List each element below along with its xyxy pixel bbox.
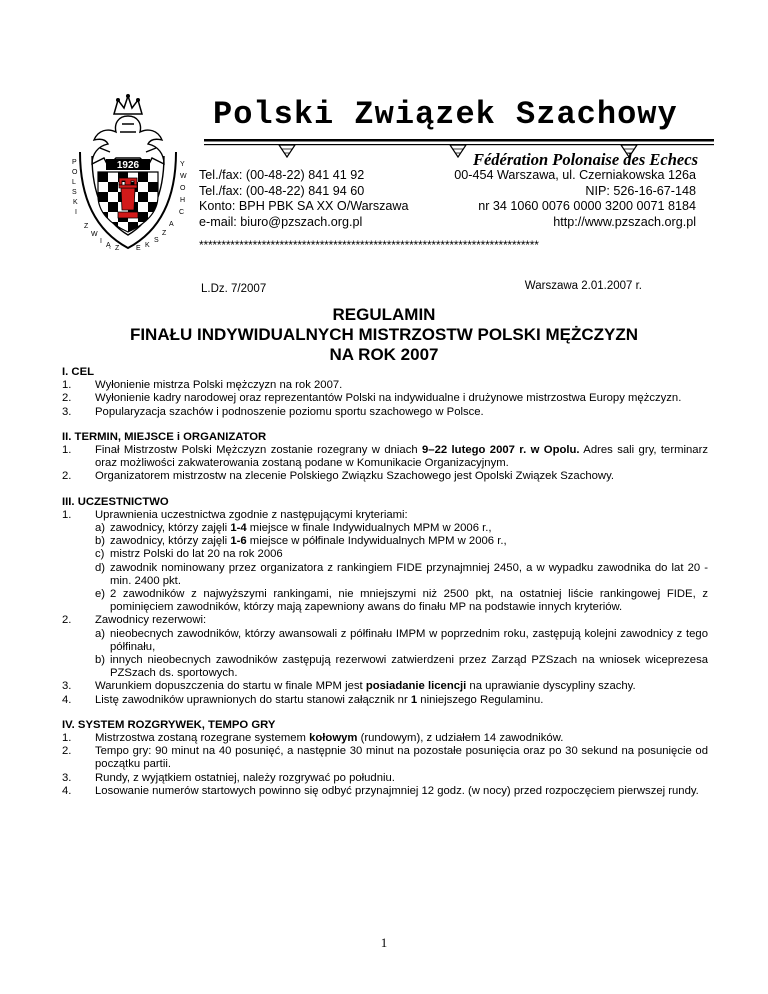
sub-item: d) zawodnik nominowany przez organizatora z rankingiem FIDE przynajmniej 2450, a w wypadku zawodnika do lat 20 - min. 2400 pkt. (95, 561, 708, 587)
nip: NIP: 526-16-67-148 (585, 183, 696, 198)
document-body (62, 366, 708, 810)
svg-text:S: S (154, 237, 159, 244)
svg-text:W: W (180, 173, 187, 180)
contact-right (454, 168, 696, 230)
email: e-mail: biuro@pzszach.org.pl (199, 214, 363, 229)
sub-item: a) zawodnicy, którzy zajęli 1-4 miejsce w finale Indywidualnych MPM w 2006 r., (95, 522, 492, 535)
sub-item: e) 2 zawodników z najwyższymi rankingami, nie mniejszymi niż 2500 pkt, na ostatniej liście rankingowej FIDE, z pominięciem zawodników, którzy mają zapewniony awans do finału MP na podstawie innych kryteriów. (95, 588, 708, 614)
org-name: Polski Związek Szachowy (213, 96, 678, 133)
svg-text:W: W (91, 231, 98, 238)
list-item: 1. Finał Mistrzostw Polski Mężczyzn zostanie rozegrany w dniach 9–22 lutego 2007 r. w Opolu. Adres sali gry, terminarz oraz możliwości zakwaterowania zostaną podane w Komunikacie Organizacyjnym. (62, 444, 708, 470)
svg-text:I: I (100, 238, 102, 245)
list-item: 2. Organizatorem mistrzostw na zlecenie Polskiego Związku Szachowego jest Opolski Związek Szachowy. (62, 470, 615, 483)
section-system (62, 719, 708, 798)
logo-year: 1926 (116, 160, 140, 171)
list-item: 4. Listę zawodników uprawnionych do startu stanowi załącznik nr 1 niniejszego Regulaminu. (62, 693, 544, 706)
list-item: 3. Popularyzacja szachów i podnoszenie poziomu sportu szachowego w Polsce. (62, 405, 484, 418)
list-item: 1. Mistrzostwa zostaną rozegrane systemem kołowym (rundowym), z udziałem 14 zawodników. (62, 732, 564, 745)
svg-text:Ą: Ą (106, 242, 111, 249)
section-heading: II. TERMIN, MIEJSCE i ORGANIZATOR (62, 430, 267, 443)
svg-text:Z: Z (115, 245, 120, 252)
list-item: 2. Zawodnicy rezerwowi: a) nieobecnych zawodników, którzy awansowali z półfinału IMPM w poprzednim roku, zastępują kolejni zawodnicy z tego półfinału, b) innych nieobecnych zawodników zastępują rezerwowi zatwierdzeni przez Zarząd PZSzach na wniosek wiceprezesa PZSzach ds. sportowych. (62, 614, 708, 680)
website: http://www.pzszach.org.pl (553, 214, 696, 229)
crown-icon (114, 94, 142, 114)
section-termin (62, 431, 708, 484)
svg-text:H: H (180, 197, 186, 204)
eagle-icon (92, 116, 164, 166)
sub-item: b) zawodnicy, którzy zajęli 1-6 miejsce w półfinale Indywidualnych MPM w 2006 r., (95, 535, 507, 548)
reference-number: L.Dz. 7/2007 (201, 283, 267, 295)
svg-text:C: C (179, 209, 185, 216)
list-item: 1. Wyłonienie mistrza Polski mężczyzn na rok 2007. (62, 379, 343, 392)
svg-text:I: I (75, 209, 77, 216)
svg-text:O: O (72, 169, 78, 176)
title-line-1: REGULAMIN (332, 305, 436, 324)
section-uczestnictwo (62, 496, 708, 707)
list-item: 3. Rundy, z wyjątkiem ostatniej, należy rozgrywać po południu. (62, 771, 395, 784)
svg-text:E: E (136, 245, 141, 252)
svg-text:Z: Z (84, 223, 89, 230)
section-heading: IV. SYSTEM ROZGRYWEK, TEMPO GRY (62, 718, 276, 731)
sub-item: a) nieobecnych zawodników, którzy awansowali z półfinału IMPM w poprzednim roku, zastępują kolejni zawodnicy z tego półfinału, (95, 627, 708, 653)
svg-text:Y: Y (180, 161, 185, 168)
address: 00-454 Warszawa, ul. Czerniakowska 126a (454, 168, 696, 182)
org-name-french: Fédération Polonaise des Echecs (472, 150, 698, 169)
document-date: Warszawa 2.01.2007 r. (524, 280, 642, 292)
contact-left (199, 168, 409, 230)
list-item: 1. Uprawnienia uczestnictwa zgodnie z następującymi kryteriami: a) zawodnicy, którzy zajęli 1-4 miejsce w finale Indywidualnych MPM w 2006 r., b) zawodnicy, którzy zajęli 1-6 miejsce w półfinale Indywidualnych MPM w 2006 r., c) mistrz Polski do lat 20 na rok 2006 d) zawodnik nominowany przez organizatora z rankingiem FIDE przynajmniej 2450, a w wypadku zawodnika do lat 20 - min. 2400 pkt. e) 2 zawodników z najwyższymi rankingami, nie mniejszymi niż 2500 pkt, na ostatniej liście rankingowej FIDE, z pominięciem zawodników, którzy mają zapewniony awans do finału MP na podstawie innych kryteriów. (62, 508, 708, 614)
svg-text:Z: Z (162, 230, 167, 237)
section-heading: III. UCZESTNICTWO (62, 495, 169, 508)
title-line-3: NA ROK 2007 (329, 345, 439, 364)
title-line-2: FINAŁU INDYWIDUALNYCH MISTRZOSTW POLSKI MĘŻCZYZN (129, 325, 639, 344)
svg-text:P: P (72, 159, 77, 166)
svg-text:K: K (145, 242, 150, 249)
svg-text:O: O (180, 185, 186, 192)
list-item: 4. Losowanie numerów startowych powinno się odbyć przynajmniej 12 godz. (w nocy) przed rozpoczęciem pierwszej rundy. (62, 784, 699, 797)
phone-1: Tel./fax: (00-48-22) 841 41 92 (199, 168, 365, 182)
list-item: 2. Tempo gry: 90 minut na 40 posunięć, a następnie 30 minut na pozostałe posunięcia oraz po 30 sekund na posunięcie od początku partii. (62, 745, 708, 771)
pzszach-logo (58, 92, 198, 252)
svg-text:K: K (73, 199, 78, 206)
list-item: 3. Warunkiem dopuszczenia do startu w finale MPM jest posiadanie licencji na uprawianie dyscypliny szachy. (62, 680, 636, 693)
phone-2: Tel./fax: (00-48-22) 841 94 60 (199, 183, 365, 198)
svg-text:S: S (72, 189, 77, 196)
sub-item: c) mistrz Polski do lat 20 na rok 2006 (95, 548, 283, 561)
page-number: 1 (380, 935, 388, 950)
separator: **************************************************************************** (199, 238, 539, 252)
list-item: 2. Wyłonienie kadry narodowej oraz reprezentantów Polski na indywidualne i drużynowe mistrzostwa Europy mężczyzn. (62, 392, 682, 405)
section-heading: I. CEL (62, 366, 95, 378)
document-title (0, 305, 768, 365)
section-cel (62, 366, 708, 419)
svg-text:A: A (169, 221, 174, 228)
account-number: nr 34 1060 0076 0000 3200 0071 8184 (478, 199, 696, 213)
sub-item: b) innych nieobecnych zawodników zastępują rezerwowi zatwierdzeni przez Zarząd PZSzach na wniosek wiceprezesa PZSzach ds. sportowych. (95, 654, 708, 680)
bank-account: Konto: BPH PBK SA XX O/Warszawa (199, 199, 409, 213)
svg-text:L: L (72, 179, 76, 186)
